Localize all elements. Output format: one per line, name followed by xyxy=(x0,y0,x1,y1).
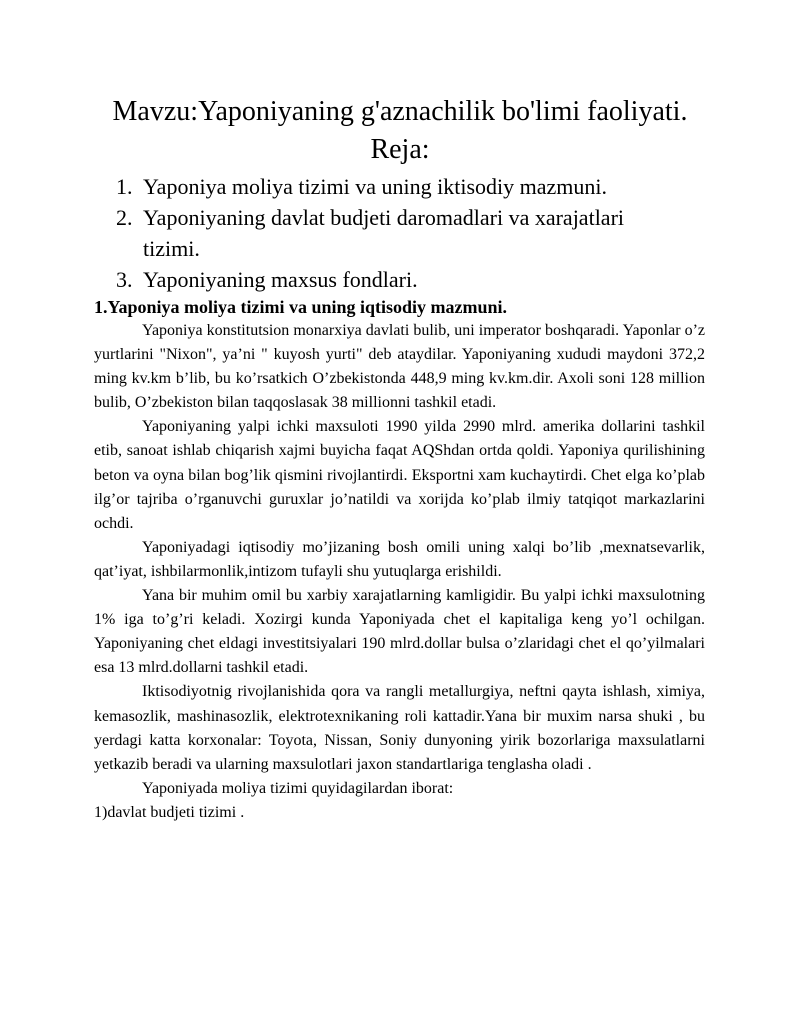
paragraph: Iktisodiyotnig rivojlanishida qora va rangli metallurgiya, neftni qayta ishlash, ximiya, kemasozlik, mashinasozlik, elektrotexnikaning roli kattadir.Yana bir muxim narsa shuki , bu yerdagi katta korxonalar: Toyota, Nissan, Soniy dunyoning yirik bozorlariga maxsulatlarni yetkazib beradi va ularning maxsulotlari jaxon standartlariga tenglasha oladi . xyxy=(94,683,705,773)
plan-item-number: 1. xyxy=(116,174,133,199)
plan-heading: Reja: xyxy=(370,134,430,165)
plan-item-text: Yaponiyaning davlat budjeti daromadlari va xarajatlari tizimi. xyxy=(143,205,625,261)
plan-item xyxy=(116,264,676,295)
plan-list xyxy=(116,171,676,295)
body-text xyxy=(94,319,705,825)
plan-item-text: Yaponiyaning maxsus fondlari. xyxy=(143,267,418,292)
paragraph: Yaponiyadagi iqtisodiy mo’jizaning bosh omili uning xalqi bo’lib ,mexnatsevarlik, qat’iyat, ishbilarmonlik,intizom tufayli shu yutuqlarga erishildi. xyxy=(94,538,705,580)
plan-item-number: 2. xyxy=(116,205,133,230)
plan-item xyxy=(116,171,676,202)
paragraph: Yana bir muhim omil bu xarbiy xarajatlarning kamligidir. Bu yalpi ichki maxsulotning 1% iga to’g’ri keladi. Xozirgi kunda Yaponiyada chet el kapitaliga keng yo’l ochilgan. Yaponiyaning chet eldagi investitsiyalari 190 mlrd.dollar bulsa o’zlaridagi chet el qo’yilmalari esa 13 mlrd.dollarni tashkil etadi. xyxy=(94,587,705,677)
paragraph: Yaponiya konstitutsion monarxiya davlati bulib, uni imperator boshqaradi. Yaponlar o’z yurtlarini "Nixon", ya’ni " kuyosh yurti" deb ataydilar. Yaponiyaning xududi maydoni 372,2 ming kv.km b’lib, bu ko’rsatkich O’zbekistonda 448,9 ming kv.km.dir. Axoli soni 128 million bulib, O’zbekiston bilan taqqoslasak 38 millionni tashkil etadi. xyxy=(94,322,705,412)
plan-item xyxy=(116,202,676,264)
paragraph: Yaponiyaning yalpi ichki maxsuloti 1990 yilda 2990 mlrd. amerika dollarini tashkil etib, sanoat ishlab chiqarish xajmi buyicha faqat AQShdan ortda qoldi. Yaponiya qurilishining beton va oyna bilan bog’lik qismini rivojlantirdi. Eksportni xam kuchaytirdi. Chet elga ko’plab ilg’or tajriba o’rganuvchi guruxlar jo’natildi va xorijda ko’plab ilmiy tatqiqot markazlarini ochdi. xyxy=(94,418,705,532)
section-heading: 1.Yaponiya moliya tizimi va uning iqtisodiy mazmuni. xyxy=(94,297,508,317)
plan-item-number: 3. xyxy=(116,267,133,292)
plan-item-text: Yaponiya moliya tizimi va uning iktisodiy mazmuni. xyxy=(143,174,608,199)
document-title: Mavzu:Yaponiyaning g'aznachilik bo'limi faoliyati. xyxy=(112,96,688,127)
list-line: 1)davlat budjeti tizimi . xyxy=(94,803,245,821)
paragraph: Yaponiyada moliya tizimi quyidagilardan iborat: xyxy=(142,779,454,797)
